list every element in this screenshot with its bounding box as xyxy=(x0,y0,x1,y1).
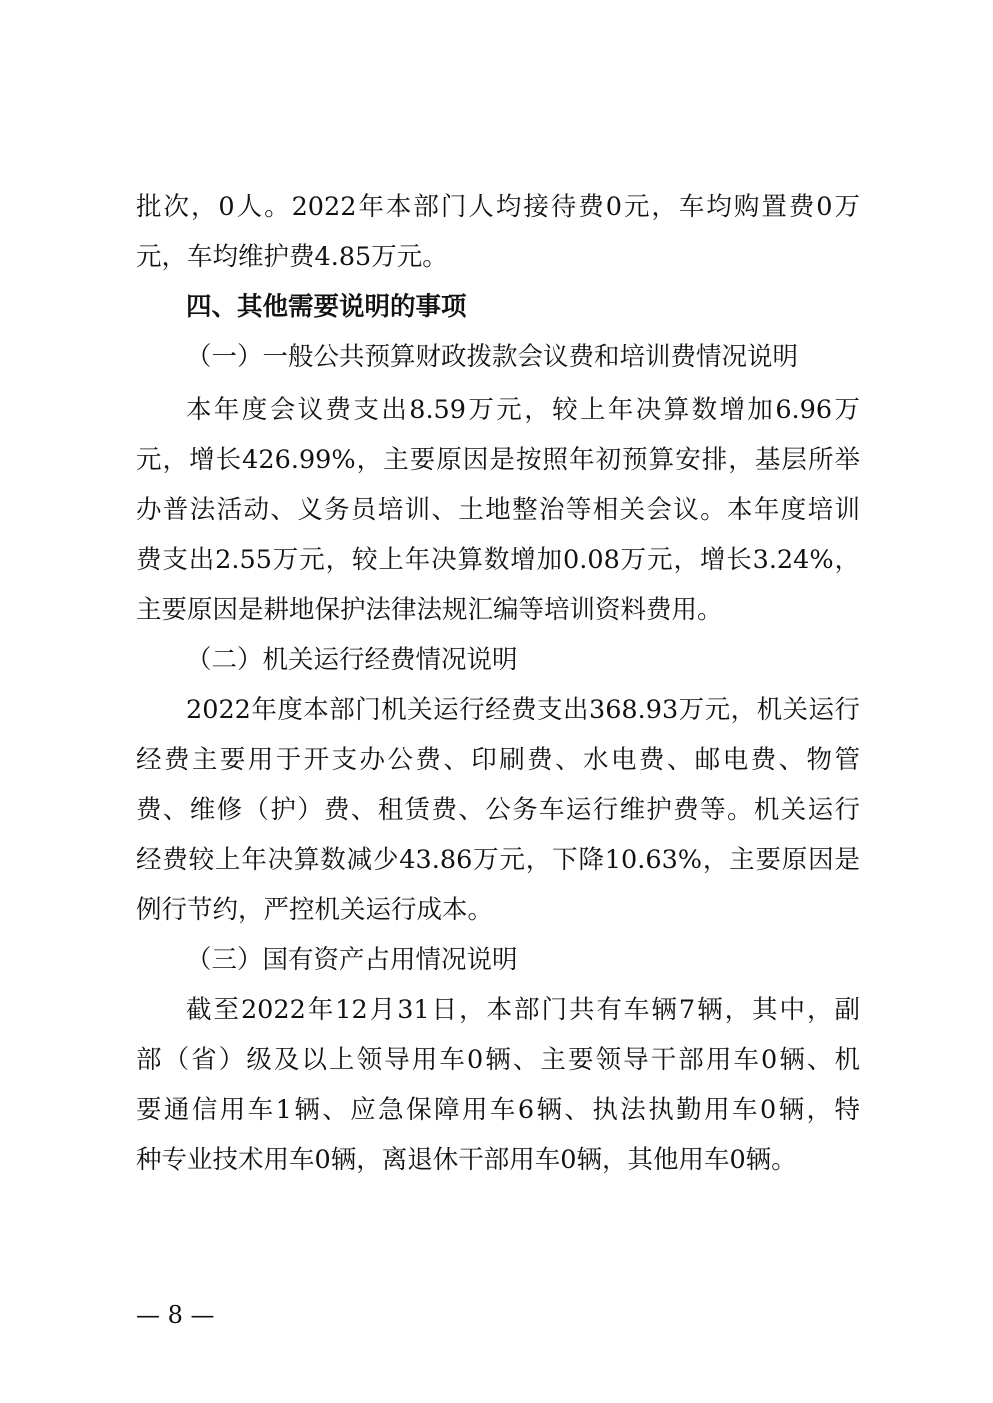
text-line: 经费主要用于开支办公费、印刷费、水电费、邮电费、物管 xyxy=(136,745,860,775)
text-line: 元，车均维护费4.85万元。 xyxy=(136,242,448,272)
text-line: 部（省）级及以上领导用车0辆、主要领导干部用车0辆、机 xyxy=(136,1045,860,1075)
text-line: 主要原因是耕地保护法律法规汇编等培训资料费用。 xyxy=(136,595,723,625)
page-number: — 8 — xyxy=(136,1301,215,1329)
text-line: 本年度会议费支出8.59万元，较上年决算数增加6.96万 xyxy=(186,395,860,425)
text-line: 2022年度本部门机关运行经费支出368.93万元，机关运行 xyxy=(186,695,860,725)
text-line: 费支出2.55万元，较上年决算数增加0.08万元，增长3.24%， xyxy=(136,545,860,575)
text-line: 种专业技术用车0辆，离退休干部用车0辆，其他用车0辆。 xyxy=(136,1145,797,1175)
section-heading: 四、其他需要说明的事项 xyxy=(186,292,467,322)
text-line: 办普法活动、义务员培训、土地整治等相关会议。本年度培训 xyxy=(136,495,860,525)
subsection-heading: （一）一般公共预算财政拨款会议费和培训费情况说明 xyxy=(186,342,799,372)
text-line: 要通信用车1辆、应急保障用车6辆、执法执勤用车0辆，特 xyxy=(136,1095,860,1125)
text-line: 批次，0人。2022年本部门人均接待费0元，车均购置费0万 xyxy=(136,192,860,222)
subsection-heading: （二）机关运行经费情况说明 xyxy=(186,645,518,675)
text-line: 经费较上年决算数减少43.86万元，下降10.63%，主要原因是 xyxy=(136,845,860,875)
text-line: 元，增长426.99%，主要原因是按照年初预算安排，基层所举 xyxy=(136,445,860,475)
text-line: 费、维修（护）费、租赁费、公务车运行维护费等。机关运行 xyxy=(136,795,860,825)
subsection-heading: （三）国有资产占用情况说明 xyxy=(186,945,518,975)
text-line: 截至2022年12月31日，本部门共有车辆7辆，其中，副 xyxy=(186,995,860,1025)
text-line: 例行节约，严控机关运行成本。 xyxy=(136,895,494,925)
